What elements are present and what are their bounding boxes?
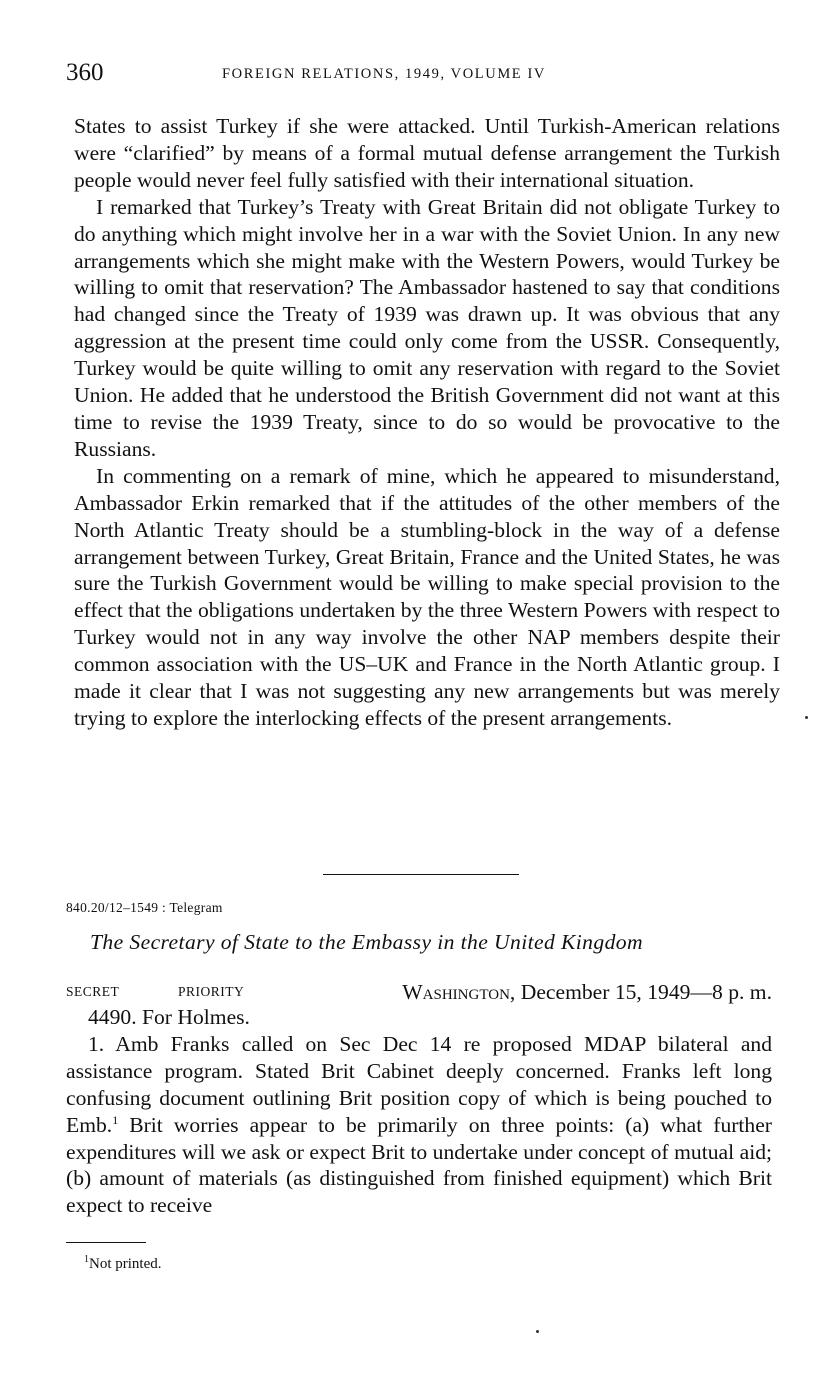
scan-speck bbox=[805, 716, 808, 719]
section-divider bbox=[323, 874, 519, 875]
paragraph: States to assist Turkey if she were attacked. Until Turkish-American relations were “clarified” by means of a formal mutual defense arrangement the Turkish people would never feel fully satisfied with their international situation. bbox=[74, 114, 780, 192]
footnote bbox=[84, 1253, 162, 1275]
page-header bbox=[66, 58, 778, 92]
memo-continuation bbox=[74, 113, 780, 732]
telegram-body bbox=[66, 1004, 772, 1219]
footnote-text: Not printed. bbox=[89, 1256, 162, 1272]
footnote-reference[interactable]: 1 bbox=[112, 1112, 119, 1127]
priority-label: PRIORITY bbox=[178, 984, 245, 999]
footnote-mark: 1 bbox=[84, 1254, 89, 1265]
telegram-opening: 4490. For Holmes. bbox=[88, 1005, 250, 1029]
footnote-rule bbox=[66, 1242, 146, 1243]
paragraph-text: 1. Amb Franks called on Sec Dec 14 re proposed MDAP bilateral and assistance program. Stated Brit Cabinet deeply concerned. Franks left long confusing document outlining Brit position copy of which is being pouched to Emb. bbox=[66, 1031, 772, 1137]
dateline-place: Washington, bbox=[402, 980, 516, 1004]
page-number: 360 bbox=[66, 59, 104, 86]
paragraph: I remarked that Turkey’s Treaty with Great Britain did not obligate Turkey to do anything which might involve her in a war with the Soviet Union. In any new arrangements which she might make with the Western Powers, would Turkey be willing to omit that reservation? The Ambassador hastened to say that conditions had changed since the Treaty of 1939 was drawn up. It was obvious that any aggression at the present time could only come from the USSR. Consequently, Turkey would be quite willing to omit any reservation with regard to the Soviet Union. He added that he understood the British Government did not want at this time to revise the 1939 Treaty, since to do so would be provocative to the Russians. bbox=[74, 194, 780, 461]
running-head: FOREIGN RELATIONS, 1949, VOLUME IV bbox=[222, 66, 546, 82]
classification-label: SECRET bbox=[66, 984, 120, 999]
paragraph bbox=[66, 1031, 772, 1219]
scan-speck bbox=[536, 1330, 539, 1333]
dateline-date: December 15, 1949—8 p. m. bbox=[520, 980, 772, 1004]
paragraph: In commenting on a remark of mine, which he appeared to misunderstand, Ambassador Erkin remarked that if the attitudes of the other members of the North Atlantic Treaty should be a stumbling-block in the way of a defense arrangement between Turkey, Great Britain, France and the United States, he was sure the Turkish Government would be willing to make special provision to the effect that the obligations undertaken by the three Western Powers with respect to Turkey would not in any way involve the other NAP members despite their common association with the US–UK and France in the North Atlantic group. I made it clear that I was not suggesting any new arrangements but was merely trying to explore the interlocking effects of the present arrangements. bbox=[74, 463, 780, 730]
file-reference: 840.20/12–1549 : Telegram bbox=[66, 900, 223, 915]
document-title: The Secretary of State to the Embassy in the United Kingdom bbox=[90, 930, 643, 954]
dateline bbox=[402, 978, 772, 1006]
paragraph-text: Brit worries appear to be primarily on three points: (a) what further expenditures will we ask or expect Brit to undertake under concept of mutual aid; (b) amount of materials (as distinguished from finished equipment) which Brit expect to receive bbox=[66, 1112, 772, 1218]
